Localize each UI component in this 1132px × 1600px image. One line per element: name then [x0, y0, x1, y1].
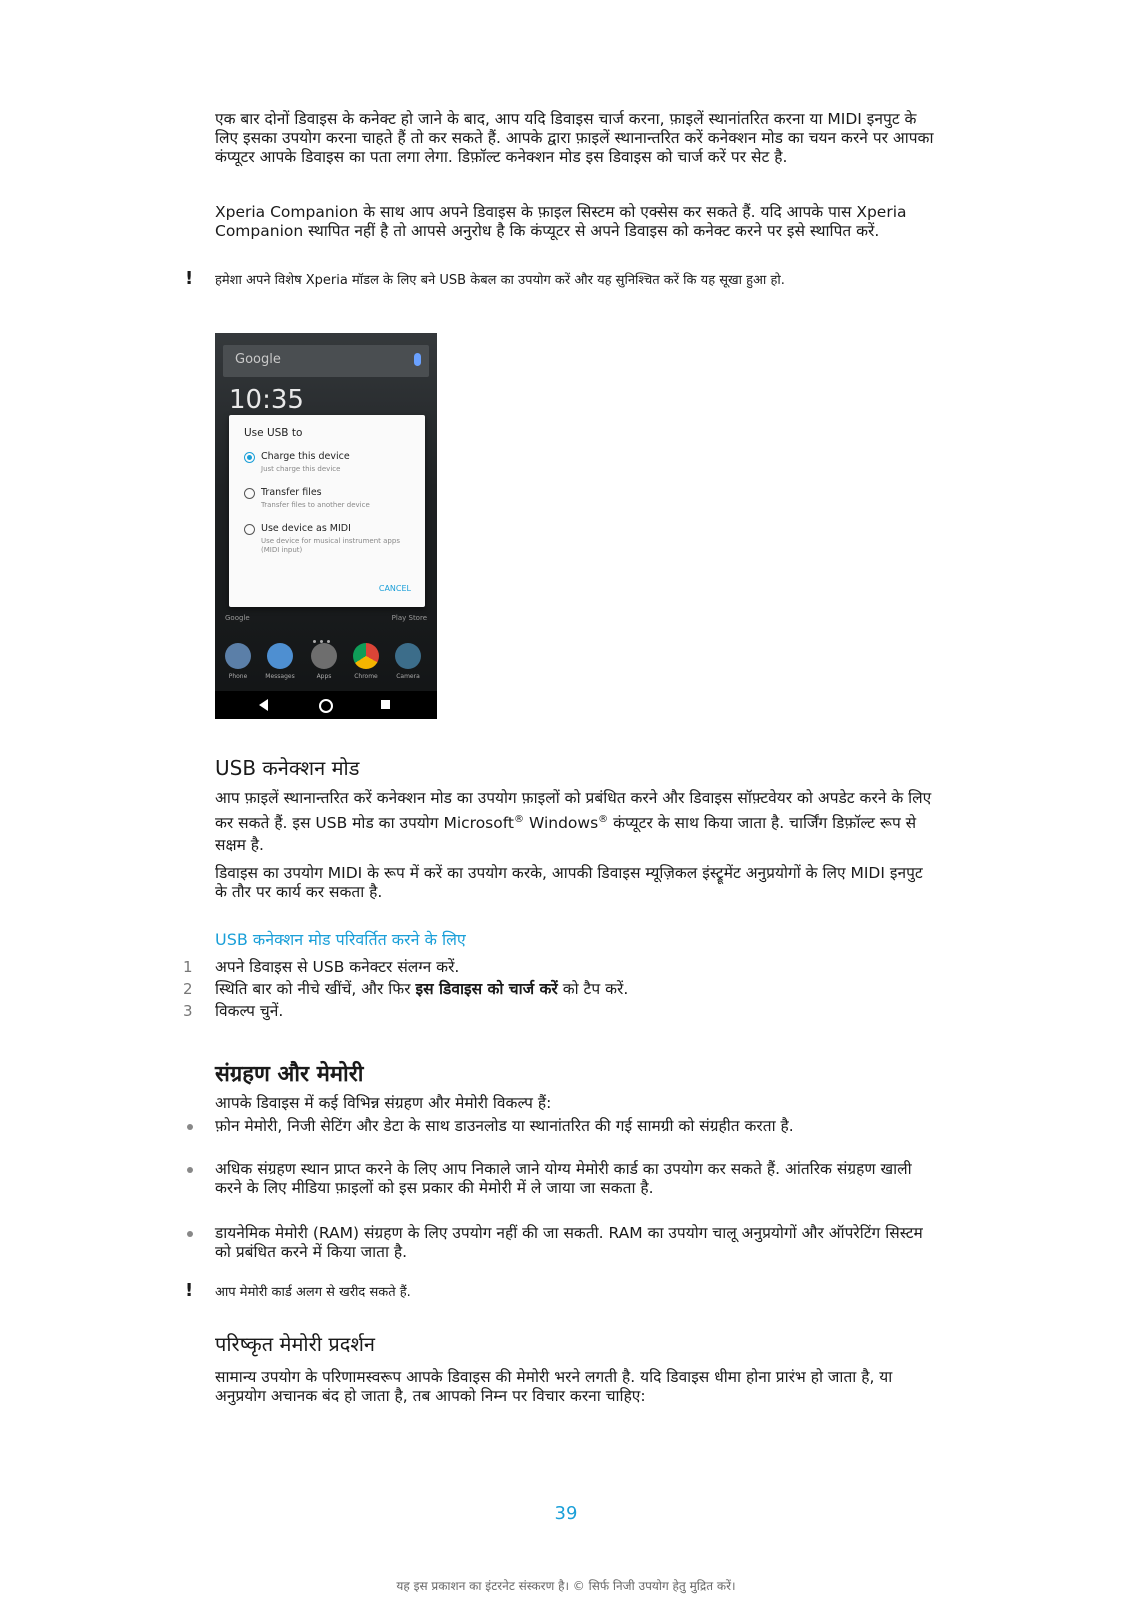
- step-1: अपने डिवाइस से USB कनेक्टर संलग्न करें.: [215, 958, 460, 976]
- warning-icon: !: [185, 1280, 194, 1301]
- page-footer: यह इस प्रकाशन का इंटरनेट संस्करण है। © सिर्फ निजी उपयोग हेतु मुद्रित करें।: [396, 1579, 736, 1593]
- storage-bullet-ram: डायनेमिक मेमोरी (RAM) संग्रहण के लिए उपयोग नहीं की जा सकती. RAM का उपयोग चालू अनुप्रयोगों और ऑपरेटिंग सिस्टम को प्रबंधित करने में किया जाता है.: [215, 1224, 923, 1261]
- bullet-icon: [187, 1117, 197, 1127]
- use-usb-dialog: Use USB to Charge this device Just charge this device Transfer files Transfer files to another device Use device as MIDI Use device for musical instrument apps (MIDI input) CANCEL: [229, 415, 425, 607]
- step-2: स्थिति बार को नीचे खींचें, और फिर इस डिवाइस को चार्ज करें को टैप करें.: [215, 980, 629, 998]
- play-store-label: Play Store: [391, 614, 427, 622]
- step-number: 1: [183, 958, 193, 976]
- storage-bullet-phone-memory: फ़ोन मेमोरी, निजी सेटिंग और डेटा के साथ डाउनलोड या स्थानांतरित की गई सामग्री को संग्रहीत करता है.: [215, 1117, 794, 1135]
- radio-icon[interactable]: [244, 524, 255, 535]
- chrome-app-icon[interactable]: [353, 643, 379, 669]
- storage-heading: संग्रहण और मेमोरी: [215, 1062, 364, 1087]
- dialog-title: Use USB to: [244, 427, 303, 439]
- companion-paragraph: Xperia Companion के साथ आप अपने डिवाइस के फ़ाइल सिस्टम को एक्सेस कर सकते हैं. यदि आपके पास Xperia Companion स्थापित नहीं है तो आपसे अनुरोध है कि कंप्यूटर से अपने डिवाइस को कनेक्ट करने पर इसे स्थापित करें.: [215, 203, 907, 240]
- mic-icon: [414, 353, 421, 366]
- step-number: 2: [183, 980, 193, 998]
- app-dock: Phone Messages Apps Chrome Camera: [215, 639, 437, 687]
- memory-card-note: आप मेमोरी कार्ड अलग से खरीद सकते हैं.: [215, 1285, 411, 1300]
- storage-intro: आपके डिवाइस में कई विभिन्न संग्रहण और मेमोरी विकल्प हैं:: [215, 1094, 552, 1112]
- google-logo: Google: [235, 352, 281, 367]
- phone-screenshot: [215, 333, 437, 719]
- cancel-button[interactable]: CANCEL: [378, 584, 411, 593]
- bullet-icon: [187, 1224, 197, 1234]
- phone-app-icon[interactable]: [225, 643, 251, 669]
- change-usb-mode-subheading: USB कनेक्शन मोड परिवर्तित करने के लिए: [215, 930, 466, 949]
- radio-icon[interactable]: [244, 488, 255, 499]
- midi-paragraph: डिवाइस का उपयोग MIDI के रूप में करें का उपयोग करके, आपकी डिवाइस म्यूज़िकल इंस्ट्रूमेंट अनुप्रयोगों के लिए MIDI इनपुट के तौर पर कार्य कर सकता है.: [215, 864, 923, 901]
- home-icon[interactable]: [319, 699, 333, 713]
- memory-performance-paragraph: सामान्य उपयोग के परिणामस्वरूप आपके डिवाइस की मेमोरी भरने लगती है. यदि डिवाइस धीमा होना प्रारंभ हो जाता है, या अनुप्रयोग अचानक बंद हो जाता है, तब आपको निम्न पर विचार करना चाहिए:: [215, 1368, 893, 1405]
- messages-app-icon[interactable]: [267, 643, 293, 669]
- page-number: 39: [554, 1503, 578, 1524]
- intro-paragraph: एक बार दोनों डिवाइस के कनेक्ट हो जाने के बाद, आप यदि डिवाइस चार्ज करना, फ़ाइलें स्थानांतरित करना या MIDI इनपुट के लिए इसका उपयोग करना चाहते हैं तो कर सकते हैं. आपके द्वारा फ़ाइलें स्थानान्तरित करें कनेक्शन मोड का चयन करने पर आपका कंप्यूटर आपके डिवाइस का पता लगा लेगा. डिफ़ॉल्ट कनेक्शन मोड इस डिवाइस को चार्ज करें पर सेट है.: [215, 110, 934, 166]
- memory-performance-heading: परिष्कृत मेमोरी प्रदर्शन: [215, 1332, 376, 1356]
- navigation-bar: [215, 691, 437, 719]
- page-indicator: [311, 628, 341, 634]
- step-3: विकल्प चुनें.: [215, 1002, 284, 1020]
- step-number: 3: [183, 1002, 193, 1020]
- google-folder-label: Google: [225, 614, 250, 622]
- cable-note: हमेशा अपने विशेष Xperia मॉडल के लिए बने USB केबल का उपयोग करें और यह सुनिश्चित करें कि यह सूखा हुआ हो.: [215, 273, 785, 288]
- usb-mode-heading: USB कनेक्शन मोड: [215, 756, 360, 780]
- camera-app-icon[interactable]: [395, 643, 421, 669]
- usb-mode-paragraph: आप फ़ाइलें स्थानान्तरित करें कनेक्शन मोड का उपयोग फ़ाइलों को प्रबंधित करने और डिवाइस सॉफ़्टवेयर को अपडेट करने के लिए कर सकते हैं. इस USB मोड का उपयोग Microsoft® Windows® कंप्यूटर के साथ किया जाता है. चार्जिंग डिफ़ॉल्ट रूप से सक्षम है.: [215, 789, 932, 855]
- radio-selected-icon[interactable]: [244, 452, 255, 463]
- warning-icon: !: [185, 268, 194, 289]
- bullet-icon: [187, 1160, 197, 1170]
- storage-bullet-memory-card: अधिक संग्रहण स्थान प्राप्त करने के लिए आप निकाले जाने योग्य मेमोरी कार्ड का उपयोग कर सकते हैं. आंतरिक संग्रहण खाली करने के लिए मीडिया फ़ाइलों को इस प्रकार की मेमोरी में ले जाया जा सकता है.: [215, 1160, 912, 1197]
- recents-icon[interactable]: [381, 700, 390, 709]
- apps-icon[interactable]: [311, 643, 337, 669]
- google-search-bar: [223, 345, 429, 377]
- back-icon[interactable]: [259, 699, 268, 711]
- clock-widget: 10:35: [229, 385, 304, 415]
